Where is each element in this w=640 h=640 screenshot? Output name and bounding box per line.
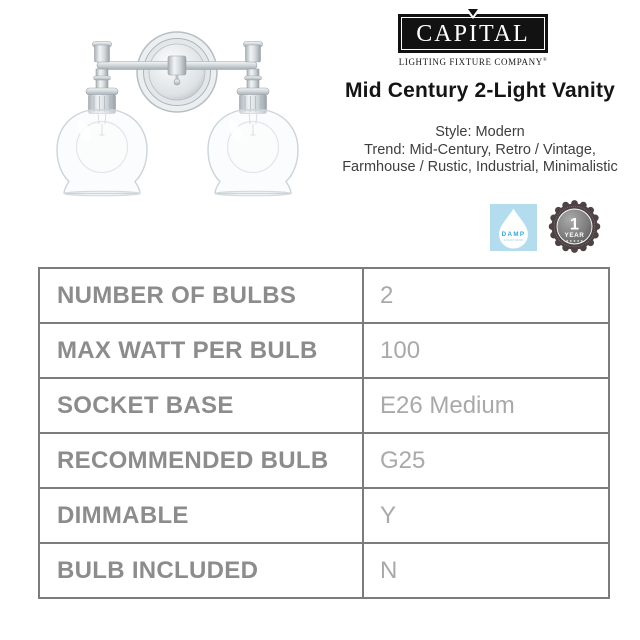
spec-label: BULB INCLUDED xyxy=(57,556,259,584)
damp-label: DAMP xyxy=(501,231,526,238)
rating-badges xyxy=(490,199,603,254)
spec-label: MAX WATT PER BULB xyxy=(57,336,318,364)
warranty-number: 1 xyxy=(569,215,580,234)
spec-row-bulb-included xyxy=(40,542,608,597)
style-trend-block xyxy=(318,124,640,177)
spec-value: 2 xyxy=(362,269,608,322)
trend-line-1: Trend: Mid-Century, Retro / Vintage, xyxy=(364,141,596,158)
style-line: Style: Modern xyxy=(435,124,525,140)
trend-line-2: Farmhouse / Rustic, Industrial, Minimalistic xyxy=(342,159,618,175)
damp-rating-badge xyxy=(490,204,537,251)
warranty-seal-badge xyxy=(546,199,603,254)
brand-name: CAPITAL xyxy=(416,21,530,47)
spec-row-max-watt xyxy=(40,322,608,377)
warranty-unit: YEAR xyxy=(564,232,585,239)
spec-label: NUMBER OF BULBS xyxy=(57,281,297,309)
registered-mark: ® xyxy=(542,58,548,63)
brand-tagline: LIGHTING FIXTURE COMPANY® xyxy=(398,57,548,67)
spec-value: E26 Medium xyxy=(362,379,608,432)
product-photo xyxy=(0,8,345,218)
spec-value: 100 xyxy=(362,324,608,377)
spec-table xyxy=(38,267,610,599)
spec-row-number-of-bulbs xyxy=(40,269,608,322)
spec-row-recommended-bulb xyxy=(40,432,608,487)
cross-arm-graphic xyxy=(97,56,257,85)
spec-label: SOCKET BASE xyxy=(57,391,234,419)
spec-value: Y xyxy=(362,489,608,542)
spec-value: G25 xyxy=(362,434,608,487)
spec-value: N xyxy=(362,544,608,597)
brand-logo xyxy=(398,14,548,67)
product-title: Mid Century 2-Light Vanity xyxy=(344,79,616,102)
spec-label: RECOMMENDED BULB xyxy=(57,446,329,474)
spec-row-dimmable xyxy=(40,487,608,542)
warranty-stars: ★ ★ ★ ★ ★ xyxy=(565,239,584,243)
spec-label: DIMMABLE xyxy=(57,501,189,529)
spec-row-socket-base xyxy=(40,377,608,432)
damp-sublabel: LOCATIONS xyxy=(503,238,524,242)
brand-logo-box xyxy=(398,14,548,53)
